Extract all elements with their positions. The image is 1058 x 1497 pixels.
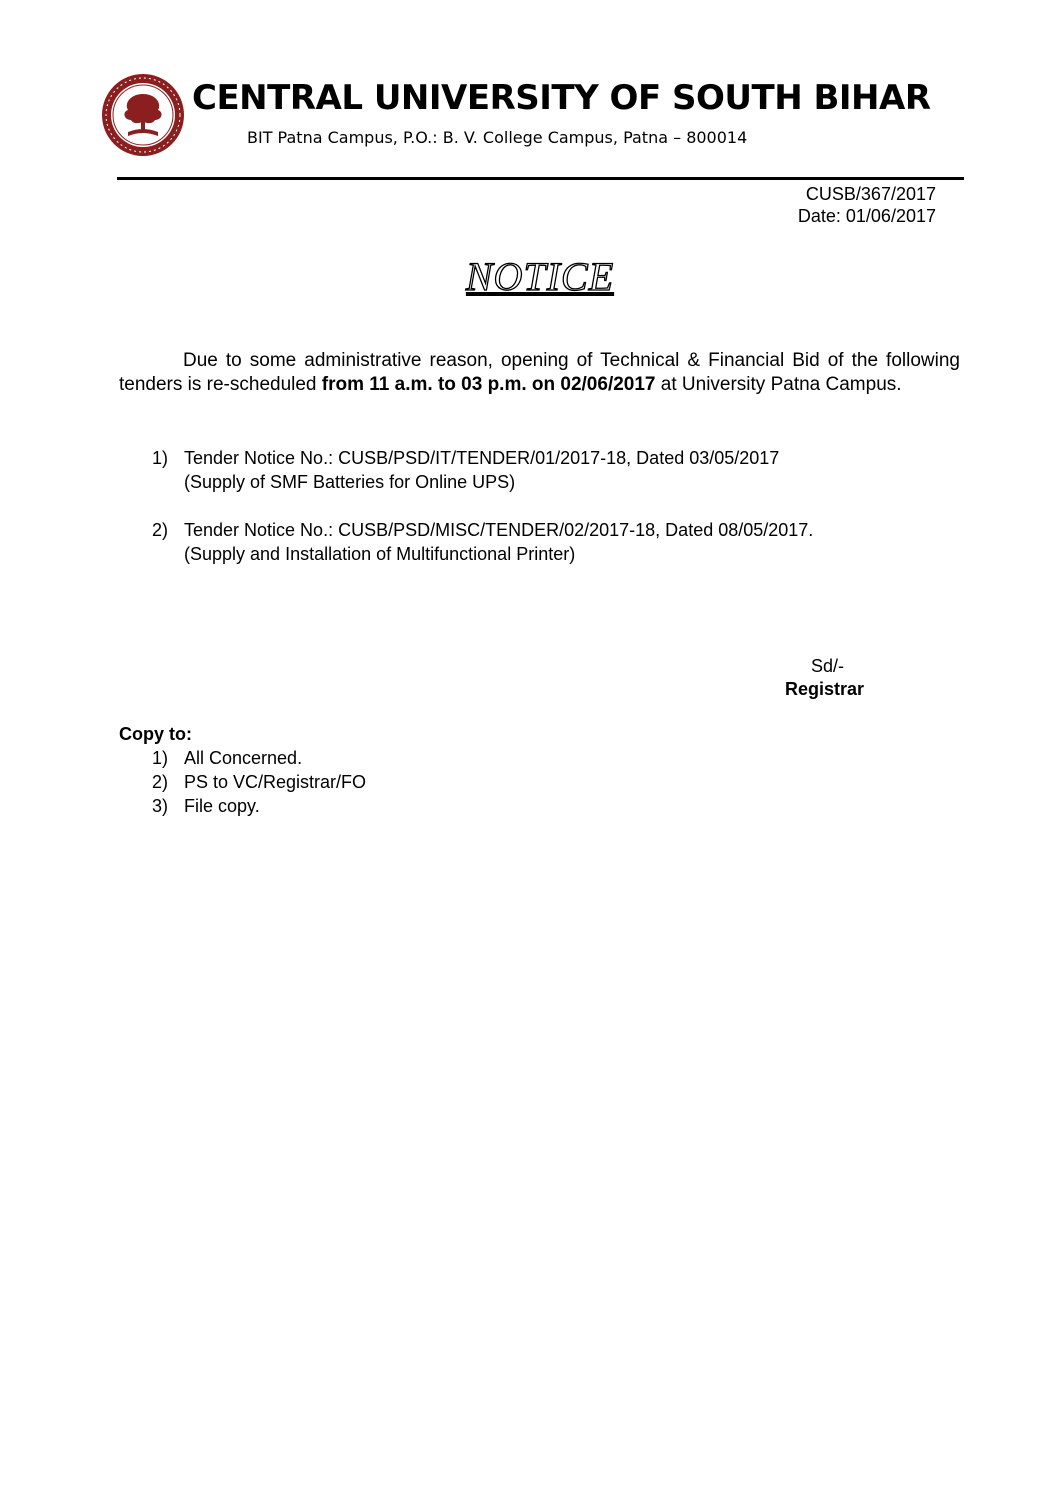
body-text-start: Due to some administrative reason, opening of Technical & Financial Bid of the following tenders is re-scheduled <box>119 350 960 395</box>
tender-item <box>152 446 779 494</box>
copy-to-title: Copy to: <box>119 724 192 744</box>
copy-item-number: 2) <box>152 772 169 792</box>
copy-item-text: File copy. <box>184 796 260 816</box>
tender-description: (Supply and Installation of Multifunctional Printer) <box>184 544 576 564</box>
signature-sd: Sd/- <box>811 656 845 676</box>
header-divider <box>117 177 964 180</box>
university-address: BIT Patna Campus, P.O.: B. V. College Campus, Patna – 800014 <box>247 128 748 147</box>
tender-number: 2) <box>152 520 169 540</box>
university-logo <box>100 72 186 158</box>
reference-number: CUSB/367/2017 <box>805 184 936 204</box>
list-item <box>152 770 366 794</box>
body-text-end: at University Patna Campus. <box>655 374 902 395</box>
copy-item-number: 3) <box>152 796 169 816</box>
body-bold-text: from 11 a.m. to 03 p.m. on 02/06/2017 <box>321 374 656 395</box>
copy-item-text: All Concerned. <box>184 748 303 768</box>
tender-notice: Tender Notice No.: CUSB/PSD/MISC/TENDER/02/2017-18, Dated 08/05/2017. <box>184 520 814 540</box>
copy-to-list <box>152 746 366 818</box>
copy-item-number: 1) <box>152 748 169 768</box>
copy-item-text: PS to VC/Registrar/FO <box>184 772 367 792</box>
tender-description: (Supply of SMF Batteries for Online UPS) <box>184 472 516 492</box>
list-item <box>152 746 366 770</box>
tender-number: 1) <box>152 448 169 468</box>
notice-body <box>119 349 960 397</box>
tender-notice: Tender Notice No.: CUSB/PSD/IT/TENDER/01/2017-18, Dated 03/05/2017 <box>184 448 780 468</box>
notice-title: NOTICE <box>465 254 615 299</box>
tender-item <box>152 518 813 566</box>
university-name: CENTRAL UNIVERSITY OF SOUTH BIHAR <box>192 78 931 118</box>
reference-block <box>798 183 936 227</box>
signature-designation: Registrar <box>785 679 865 699</box>
reference-date: Date: 01/06/2017 <box>797 206 936 226</box>
list-item <box>152 794 366 818</box>
